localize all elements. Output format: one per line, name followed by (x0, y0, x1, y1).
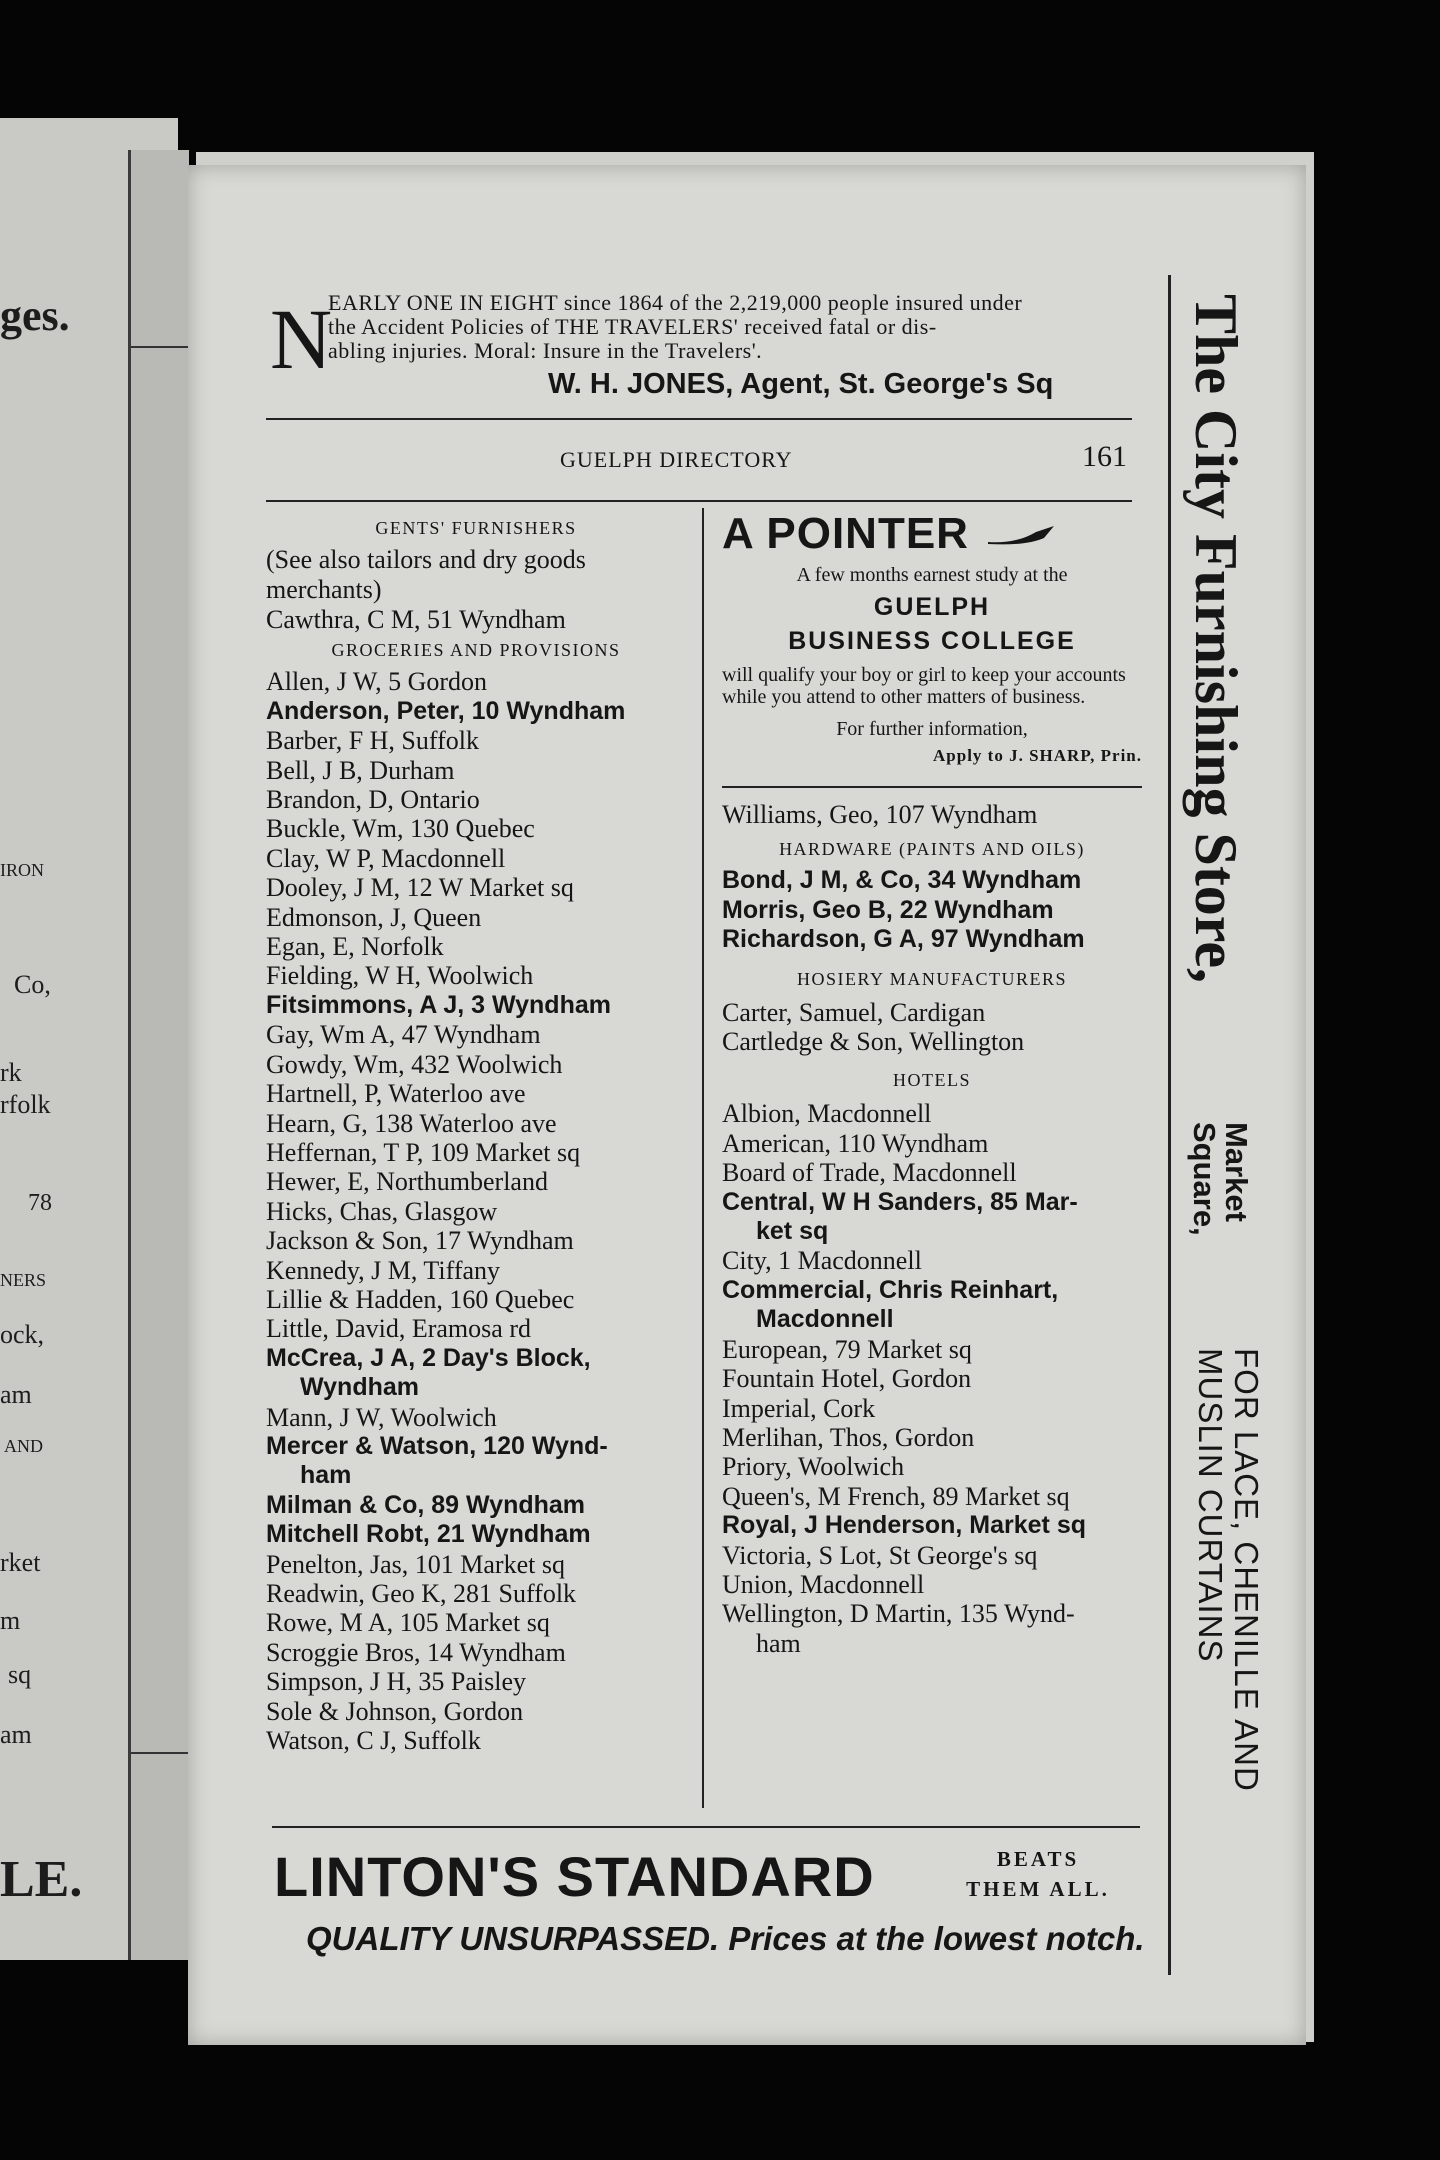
running-head: GUELPH DIRECTORY (560, 447, 793, 472)
directory-entry (266, 1256, 686, 1285)
directory-entry-continuation: ket sq (756, 1217, 829, 1246)
quality-slogan: QUALITY UNSURPASSED. Prices at the lowest notch. (306, 1920, 1145, 1957)
directory-entry (722, 1246, 1142, 1275)
directory-entry (266, 1050, 686, 1079)
directory-entry-text: Edmonson, J, Queen (266, 902, 482, 932)
directory-entry-text: Readwin, Geo K, 281 Suffolk (266, 1579, 577, 1608)
directory-entry (266, 873, 686, 902)
directory-entry (266, 1667, 686, 1696)
pointer-ad-title (722, 509, 1142, 558)
directory-entry (266, 697, 686, 726)
directory-entry-text: Barber, F H, Suffolk (266, 726, 479, 756)
left-page-fragment: ges. (0, 291, 70, 340)
left-page-fragment: m (0, 1606, 21, 1635)
section-heading-hosiery: HOSIERY MANUFACTURERS (796, 968, 1068, 989)
directory-entry (266, 1491, 686, 1520)
left-page-fragment: rket (0, 1548, 41, 1577)
ad-rule (722, 786, 1142, 788)
directory-entry-text: Queen's, M French, 89 Market sq (722, 1481, 1070, 1511)
directory-entry-text: Allen, J W, 5 Gordon (266, 667, 487, 697)
directory-entry-text: Morris, Geo B, 22 Wyndham (722, 895, 1054, 924)
section-heading-gents: GENTS' FURNISHERS (375, 518, 577, 538)
beats-line-2: THEM ALL. (966, 1877, 1110, 1901)
directory-entry-text: Merlihan, Thos, Gordon (722, 1422, 975, 1452)
directory-entry-text: Imperial, Cork (722, 1393, 876, 1423)
page-number: 161 (1082, 440, 1127, 473)
directory-entry (266, 1285, 686, 1314)
directory-entry-text: Commercial, Chris Reinhart, (722, 1275, 1059, 1304)
further-info: For further information, (836, 718, 1028, 740)
beats-them-all (928, 1844, 1148, 1904)
pointer-arrow-icon (986, 524, 1056, 548)
directory-entry-text: Sole & Johnson, Gordon (266, 1696, 524, 1726)
directory-entry (722, 1394, 1142, 1423)
pointer-ad-title-text: A POINTER (722, 509, 969, 558)
directory-entry-text: Buckle, Wm, 130 Quebec (266, 814, 535, 844)
hosiery-list (722, 998, 1142, 1057)
directory-entry-text: Milman & Co, 89 Wyndham (266, 1490, 586, 1519)
directory-entry (266, 844, 686, 873)
directory-entry-text: Rowe, M A, 105 Market sq (266, 1608, 550, 1638)
directory-entry (266, 932, 686, 961)
directory-entry-text: Hewer, E, Northumberland (266, 1167, 548, 1197)
directory-entry-text: Richardson, G A, 97 Wyndham (722, 925, 1085, 954)
side-ad-lace-line-2: MUSLIN CURTAINS (1192, 1348, 1229, 1663)
left-page-fragment: IRON (0, 860, 44, 880)
directory-entry-text: Fountain Hotel, Gordon (722, 1364, 972, 1394)
directory-entry (266, 1579, 686, 1608)
directory-entry-text: Priory, Woolwich (722, 1452, 905, 1482)
directory-entry (266, 814, 686, 843)
directory-entry-continuation: Macdonnell (756, 1305, 894, 1334)
directory-entry-text: McCrea, J A, 2 Day's Block, (266, 1343, 591, 1372)
directory-entry-text: Fitsimmons, A J, 3 Wyndham (266, 990, 611, 1019)
directory-entry-text: Cartledge & Son, Wellington (722, 1027, 1025, 1057)
directory-entry-text: Jackson & Son, 17 Wyndham (266, 1226, 574, 1256)
section-heading-hotels: HOTELS (893, 1070, 971, 1091)
directory-entry (722, 1541, 1142, 1570)
directory-entry-text: Mann, J W, Woolwich (266, 1402, 497, 1432)
side-ad-market-line-1: Market (1219, 1122, 1254, 1222)
directory-entry (266, 1079, 686, 1108)
directory-entry (266, 903, 686, 932)
directory-entry (722, 1511, 1142, 1540)
directory-entry (266, 961, 686, 990)
side-ad-store-name: The City Furnishing Store, (1183, 294, 1249, 983)
directory-entry-text: European, 79 Market sq (722, 1334, 972, 1364)
pointer-ad-body: will qualify your boy or girl to keep your accounts while you attend to other matters of business. (722, 664, 1126, 708)
gents-list (266, 605, 686, 634)
directory-entry (266, 1344, 686, 1403)
college-name-line-1: GUELPH (873, 593, 991, 621)
directory-entry-text: Fielding, W H, Woolwich (266, 961, 534, 991)
beats-line-1: BEATS (996, 1847, 1080, 1871)
directory-entry (266, 1020, 686, 1049)
directory-entry (266, 1167, 686, 1196)
directory-entry-text: American, 110 Wyndham (722, 1128, 989, 1158)
directory-entry (266, 1697, 686, 1726)
section-heading-groceries: GROCERIES AND PROVISIONS (331, 640, 621, 661)
directory-entry (722, 1452, 1142, 1481)
see-also-note: (See also tailors and dry goods merchants) (266, 545, 586, 604)
directory-entry (266, 1226, 686, 1255)
directory-entry (266, 1314, 686, 1343)
directory-entry-text: Hearn, G, 138 Waterloo ave (266, 1108, 557, 1138)
left-page-fragment: 78 (28, 1190, 52, 1216)
directory-entry-text: Mercer & Watson, 120 Wynd- (266, 1431, 608, 1460)
drop-cap: N (270, 291, 333, 387)
directory-entry (722, 1335, 1142, 1364)
directory-entry (266, 1638, 686, 1667)
directory-entry (722, 925, 1142, 954)
williams-entry: Williams, Geo, 107 Wyndham (722, 800, 1038, 829)
left-page-fragment: AND (4, 1436, 43, 1456)
side-ad-lace-line-1: FOR LACE, CHENILLE AND (1228, 1348, 1265, 1792)
directory-entry (266, 1608, 686, 1637)
side-ad-market-line-2: Square, (1187, 1122, 1222, 1236)
column-divider (702, 508, 704, 1808)
directory-entry-text: Penelton, Jas, 101 Market sq (266, 1549, 565, 1579)
linton-ad-title: LINTON'S STANDARD (274, 1845, 875, 1908)
hardware-list (722, 866, 1142, 954)
directory-entry-text: Royal, J Henderson, Market sq (722, 1511, 1087, 1540)
directory-entry (266, 1109, 686, 1138)
directory-entry-text: Union, Macdonnell (722, 1569, 925, 1599)
directory-entry (266, 726, 686, 755)
directory-entry (266, 667, 686, 696)
directory-entry-text: Watson, C J, Suffolk (266, 1726, 481, 1756)
directory-entry-text: Victoria, S Lot, St George's sq (722, 1540, 1038, 1570)
header-rule (266, 418, 1132, 420)
college-name-line-2: BUSINESS COLLEGE (788, 627, 1076, 655)
directory-entry-text: Hartnell, P, Waterloo ave (266, 1079, 526, 1109)
directory-entry (722, 1099, 1142, 1128)
directory-entry-continuation: Wyndham (300, 1373, 419, 1402)
directory-entry (722, 998, 1142, 1027)
top-ad-line-2: the Accident Policies of THE TRAVELERS' received fatal or dis- (328, 314, 937, 339)
directory-entry-text: Cawthra, C M, 51 Wyndham (266, 605, 566, 634)
section-heading-hardware: HARDWARE (PAINTS AND OILS) (779, 839, 1085, 860)
directory-entry-continuation: ham (300, 1461, 352, 1490)
directory-entry-text: Gay, Wm A, 47 Wyndham (266, 1020, 541, 1050)
directory-entry-text: Bell, J B, Durham (266, 755, 455, 785)
directory-entry (266, 1138, 686, 1167)
directory-entry-text: Carter, Samuel, Cardigan (722, 997, 986, 1027)
apply-line: Apply to J. SHARP, Prin. (933, 746, 1142, 765)
pointer-ad-line-1: A few months earnest study at the (796, 564, 1068, 586)
directory-entry-text: Wellington, D Martin, 135 Wynd- (722, 1599, 1075, 1629)
side-ad-curtains (1192, 1348, 1264, 1792)
directory-entry (266, 1403, 686, 1432)
agent-line: W. H. JONES, Agent, St. George's Sq (548, 368, 1054, 400)
side-ad-market-square (1188, 1122, 1252, 1236)
directory-entry-text: Kennedy, J M, Tiffany (266, 1255, 501, 1285)
directory-entry-text: Gowdy, Wm, 432 Woolwich (266, 1049, 563, 1079)
directory-entry (266, 1550, 686, 1579)
directory-entry (266, 785, 686, 814)
directory-entry (266, 1432, 686, 1491)
directory-entry-text: Little, David, Eramosa rd (266, 1314, 531, 1344)
directory-entry (266, 605, 686, 634)
top-ad-line-1: EARLY ONE IN EIGHT since 1864 of the 2,219,000 people insured under (328, 290, 1023, 315)
top-ad-line-3: abling injuries. Moral: Insure in the Travelers'. (328, 338, 763, 363)
directory-entry-text: Bond, J M, & Co, 34 Wyndham (722, 866, 1082, 895)
directory-entry-text: Clay, W P, Macdonnell (266, 843, 506, 873)
directory-entry-text: Simpson, J H, 35 Paisley (266, 1667, 527, 1697)
directory-entry-continuation: ham (756, 1628, 801, 1658)
directory-entry (266, 756, 686, 785)
directory-entry (266, 1520, 686, 1549)
directory-entry (722, 1364, 1142, 1393)
left-column (266, 512, 686, 1755)
directory-entry-text: Scroggie Bros, 14 Wyndham (266, 1637, 566, 1667)
directory-entry (722, 1027, 1142, 1056)
directory-entry (722, 1276, 1142, 1335)
directory-entry-text: Mitchell Robt, 21 Wyndham (266, 1520, 591, 1549)
directory-entry-text: Dooley, J M, 12 W Market sq (266, 873, 574, 903)
directory-entry (722, 1599, 1142, 1658)
hotels-list (722, 1099, 1142, 1658)
left-page-fragment: am (0, 1380, 32, 1409)
directory-entry-text: Anderson, Peter, 10 Wyndham (266, 696, 626, 725)
directory-entry (722, 1158, 1142, 1187)
directory-entry-text: Central, W H Sanders, 85 Mar- (722, 1187, 1078, 1216)
directory-entry (266, 1197, 686, 1226)
left-page-fragment: am (0, 1720, 32, 1749)
left-page-fragment: rfolk (0, 1090, 51, 1119)
left-page-fragment: LE. (0, 1851, 83, 1908)
right-column (722, 509, 1142, 1658)
directory-entry (722, 1570, 1142, 1599)
directory-entry-text: Albion, Macdonnell (722, 1099, 932, 1129)
left-page-fragment: rk (0, 1058, 22, 1087)
left-page-fragment: sq (8, 1660, 32, 1689)
directory-entry-text: Egan, E, Norfolk (266, 932, 444, 962)
directory-entry (722, 1188, 1142, 1247)
footer-rule (272, 1826, 1140, 1828)
side-ad-rule (1168, 275, 1171, 1975)
groceries-list (266, 667, 686, 1755)
directory-entry-text: Hicks, Chas, Glasgow (266, 1196, 498, 1226)
directory-entry (722, 896, 1142, 925)
left-page-fragment: ock, (0, 1320, 45, 1349)
directory-entry (266, 991, 686, 1020)
directory-entry (266, 1726, 686, 1755)
directory-entry (722, 866, 1142, 895)
directory-entry-text: Board of Trade, Macdonnell (722, 1158, 1017, 1188)
left-page-fragment: NERS (0, 1270, 47, 1290)
directory-entry (722, 1129, 1142, 1158)
directory-entry-text: Lillie & Hadden, 160 Quebec (266, 1284, 575, 1314)
directory-entry-text: Brandon, D, Ontario (266, 785, 480, 815)
running-head-rule (266, 500, 1132, 502)
directory-entry (722, 1423, 1142, 1452)
directory-entry-text: Heffernan, T P, 109 Market sq (266, 1137, 581, 1167)
left-page-fragment: Co, (14, 970, 51, 999)
directory-entry (722, 1482, 1142, 1511)
directory-entry-text: City, 1 Macdonnell (722, 1246, 922, 1276)
